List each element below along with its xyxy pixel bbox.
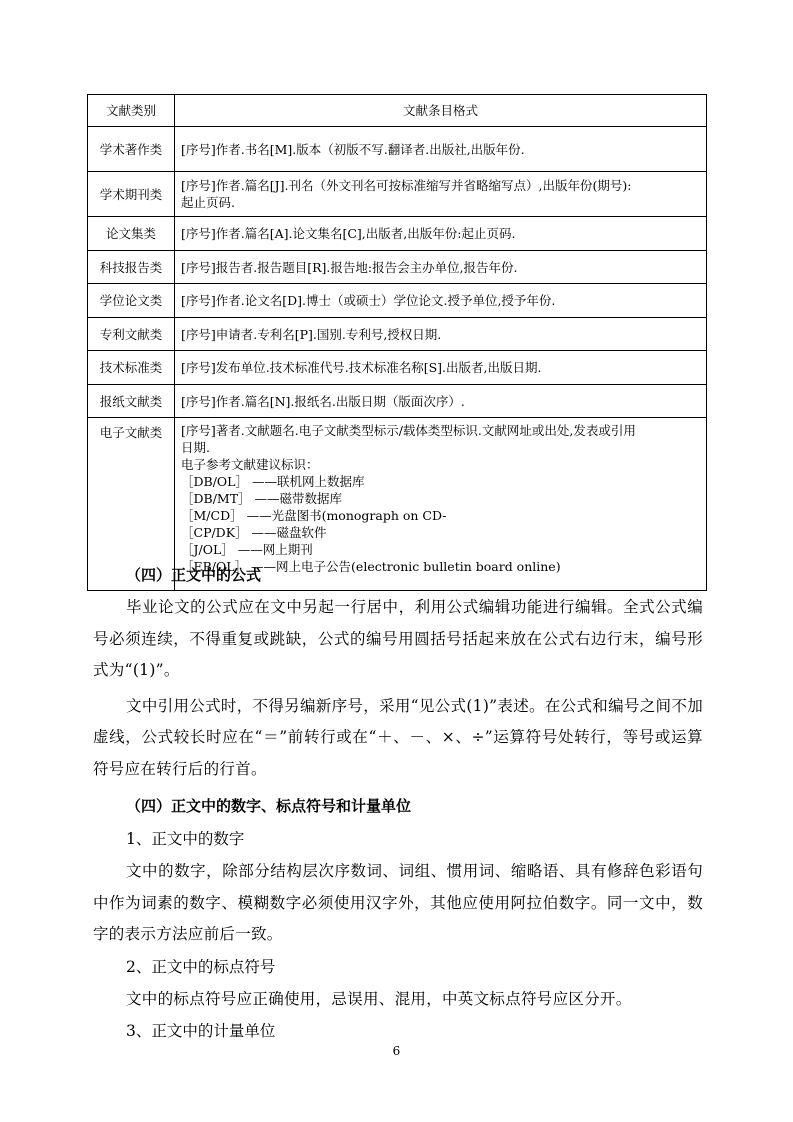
table-row xyxy=(88,172,707,217)
format-line: [序号]著者.文献题名.电子文献类型标示/载体类型标识.文献网址或出处,发表或引用 xyxy=(181,423,636,438)
body-content xyxy=(93,558,703,1048)
subheading-punctuation: 2、正文中的标点符号 xyxy=(126,957,276,976)
format-cell: [序号]作者.书名[M].版本（初版不写.翻译者.出版社,出版年份. xyxy=(175,127,707,172)
category-cell: 科技报告类 xyxy=(88,251,175,284)
category-cell: 学位论文类 xyxy=(88,284,175,318)
subheading-numbers: 1、正文中的数字 xyxy=(126,830,245,848)
table-header-row xyxy=(88,95,707,127)
code-line-m-cd: ［M/CD］ ——光盘图书(monograph on CD- xyxy=(181,508,447,523)
paragraph: 文中的数字，除部分结构层次序数词、词组、惯用词、缩略语、具有修辞色彩语句中作为词素的数字、模糊数字必须使用汉字外，其他应使用阿拉伯数字。同一文中，数字的表示方法应前后一致。 xyxy=(93,862,703,943)
category-cell: 专利文献类 xyxy=(88,318,175,351)
table-row xyxy=(88,127,707,172)
table-row xyxy=(88,251,707,284)
section-heading-numbers: （四）正文中的数字、标点符号和计量单位 xyxy=(126,797,412,815)
format-line: [序号]作者.篇名[J].刊名（外文刊名可按标准缩写并省略缩写点）,出版年份(期号): xyxy=(181,178,632,193)
table-row xyxy=(88,318,707,351)
format-cell: [序号]作者.篇名[N].报纸名.出版日期（版面次序）. xyxy=(175,385,707,418)
format-line: 日期. xyxy=(181,440,210,455)
code-line-db-mt: ［DB/MT］ ——磁带数据库 xyxy=(181,491,343,506)
code-line-cp-dk: ［CP/DK］ ——磁盘软件 xyxy=(181,525,327,540)
paragraph: 文中的标点符号应正确使用，忌误用、混用，中英文标点符号应区分开。 xyxy=(126,989,632,1008)
code-line-db-ol: ［DB/OL］ ——联机网上数据库 xyxy=(181,474,365,489)
subheading-units: 3、正文中的计量单位 xyxy=(126,1022,276,1040)
table-row xyxy=(88,284,707,318)
format-cell: [序号]发布单位.技术标准代号.技术标准名称[S].出版者,出版日期. xyxy=(175,351,707,385)
format-cell: [序号]作者.论文名[D].博士（或硕士）学位论文.授予单位,授予年份. xyxy=(175,284,707,318)
column-header-category: 文献类别 xyxy=(88,95,175,127)
category-cell: 学术著作类 xyxy=(88,127,175,172)
reference-format-table xyxy=(87,94,707,591)
format-line: 起止页码. xyxy=(181,195,235,210)
paragraph: 文中引用公式时，不得另编新序号，采用“见公式(1)”表述。在公式和编号之间不加虚线，公式较长时应在“＝”前转行或在“＋、－、×、÷”运算符号处转行，等号或运算符号应在转行后的行首。 xyxy=(93,696,703,778)
category-cell: 学术期刊类 xyxy=(88,172,175,217)
code-line-eb-ol: ［EB/OL］ ——网上电子公告(electronic bulletin board online) xyxy=(181,559,561,574)
code-line-j-ol: ［J/OL］ ——网上期刊 xyxy=(181,542,313,557)
category-cell: 报纸文献类 xyxy=(88,385,175,418)
table-row xyxy=(88,351,707,385)
category-cell: 电子文献类 xyxy=(88,418,175,591)
category-cell: 技术标准类 xyxy=(88,351,175,385)
page-number: 6 xyxy=(392,1044,401,1058)
suggest-title: 电子参考文献建议标识： xyxy=(181,457,319,472)
format-cell: [序号]作者.篇名[A].论文集名[C],出版者,出版年份:起止页码. xyxy=(175,217,707,251)
format-cell xyxy=(175,172,707,217)
format-cell: [序号]报告者.报告题目[R].报告地:报告会主办单位,报告年份. xyxy=(175,251,707,284)
category-cell: 论文集类 xyxy=(88,217,175,251)
column-header-format: 文献条目格式 xyxy=(175,95,707,127)
format-cell: [序号]申请者.专利名[P].国别.专利号,授权日期. xyxy=(175,318,707,351)
table-row xyxy=(88,217,707,251)
paragraph: 毕业论文的公式应在文中另起一行居中，利用公式编辑功能进行编辑。全式公式编号必须连续，不得重复或跳缺，公式的编号用圆括号括起来放在公式右边行末，编号形式为“(1)”。 xyxy=(93,598,703,679)
table-row xyxy=(88,385,707,418)
section-heading-formula: （四）正文中的公式 xyxy=(126,566,262,584)
